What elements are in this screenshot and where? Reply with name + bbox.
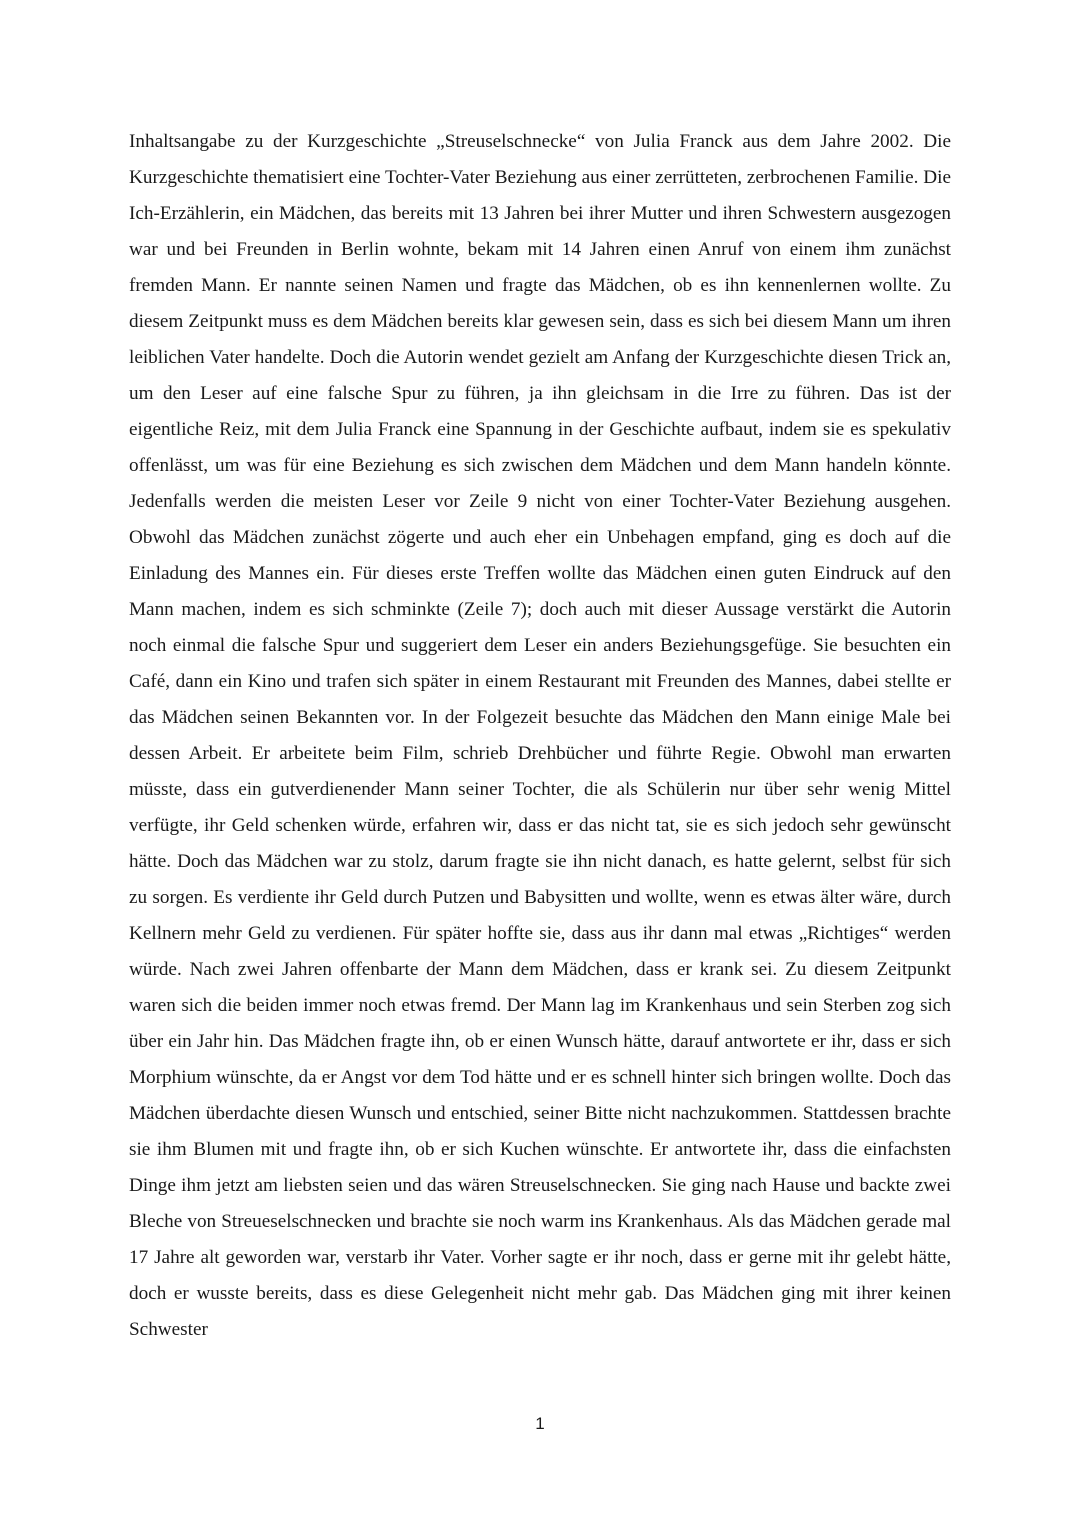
page-number: 1 — [535, 1414, 545, 1433]
body-paragraph: Inhaltsangabe zu der Kurzgeschichte „Streuselschnecke“ von Julia Franck aus dem Jahre 2002. Die Kurzgeschichte thematisiert eine Tochter-Vater Beziehung aus einer zerrütteten, zerbrochenen Familie. Die Ich-Erzählerin, ein Mädchen, das bereits mit 13 Jahren bei ihrer Mutter und ihren Schwestern ausgezogen war und bei Freunden in Berlin wohnte, bekam mit 14 Jahren einen Anruf von einem ihm zunächst fremden Mann. Er nannte seinen Namen und fragte das Mädchen, ob es ihn kennenlernen wollte. Zu diesem Zeitpunkt muss es dem Mädchen bereits klar gewesen sein, dass es sich bei diesem Mann um ihren leiblichen Vater handelte. Doch die Autorin wendet gezielt am Anfang der Kurzgeschichte diesen Trick an, um den Leser auf eine falsche Spur zu führen, ja ihn gleichsam in die Irre zu führen. Das ist der eigentliche Reiz, mit dem Julia Franck eine Spannung in der Geschichte aufbaut, indem sie es spekulativ offenlässt, um was für eine Beziehung es sich zwischen dem Mädchen und dem Mann handeln könnte. Jedenfalls werden die meisten Leser vor Zeile 9 nicht von einer Tochter-Vater Beziehung ausgehen. Obwohl das Mädchen zunächst zögerte und auch eher ein Unbehagen empfand, ging es doch auf die Einladung des Mannes ein. Für dieses erste Treffen wollte das Mädchen einen guten Eindruck auf den Mann machen, indem es sich schminkte (Zeile 7); doch auch mit dieser Aussage verstärkt die Autorin noch einmal die falsche Spur und suggeriert dem Leser ein anders Beziehungsgefüge. Sie besuchten ein Café, dann ein Kino und trafen sich später in einem Restaurant mit Freunden des Mannes, dabei stellte er das Mädchen seinen Bekannten vor. In der Folgezeit besuchte das Mädchen den Mann einige Male bei dessen Arbeit. Er arbeitete beim Film, schrieb Drehbücher und führte Regie. Obwohl man erwarten müsste, dass ein gutverdienender Mann seiner Tochter, die als Schülerin nur über sehr wenig Mittel verfügte, ihr Geld schenken würde, erfahren wir, dass er das nicht tat, sie es sich jedoch sehr gewünscht hätte. Doch das Mädchen war zu stolz, darum fragte sie ihn nicht danach, es hatte gelernt, selbst für sich zu sorgen. Es verdiente ihr Geld durch Putzen und Babysitten und wollte, wenn es etwas älter wäre, durch Kellnern mehr Geld zu verdienen. Für später hoffte sie, dass aus ihr dann mal etwas „Richtiges“ werden würde. Nach zwei Jahren offenbarte der Mann dem Mädchen, dass er krank sei. Zu diesem Zeitpunkt waren sich die beiden immer noch etwas fremd. Der Mann lag im Krankenhaus und sein Sterben zog sich über ein Jahr hin. Das Mädchen fragte ihn, ob er einen Wunsch hätte, darauf antwortete er ihr, dass er sich Morphium wünschte, da er Angst vor dem Tod hätte und er es schnell hinter sich bringen wollte. Doch das Mädchen überdachte diesen Wunsch und entschied, seiner Bitte nicht nachzukommen. Stattdessen brachte sie ihm Blumen mit und fragte ihn, ob er sich Kuchen wünschte. Er antwortete ihr, dass die einfachsten Dinge ihm jetzt am liebsten seien und das wären Streuselschnecken. Sie ging nach Hause und backte zwei Bleche von Streueselschnecken und brachte sie noch warm ins Krankenhaus. Als das Mädchen gerade mal 17 Jahre alt geworden war, verstarb ihr Vater. Vorher sagte er ihr noch, dass er gerne mit ihr gelebt hätte, doch er wusste bereits, dass es diese Gelegenheit nicht mehr gab. Das Mädchen ging mit ihrer keinen Schwester — [129, 131, 951, 1340]
